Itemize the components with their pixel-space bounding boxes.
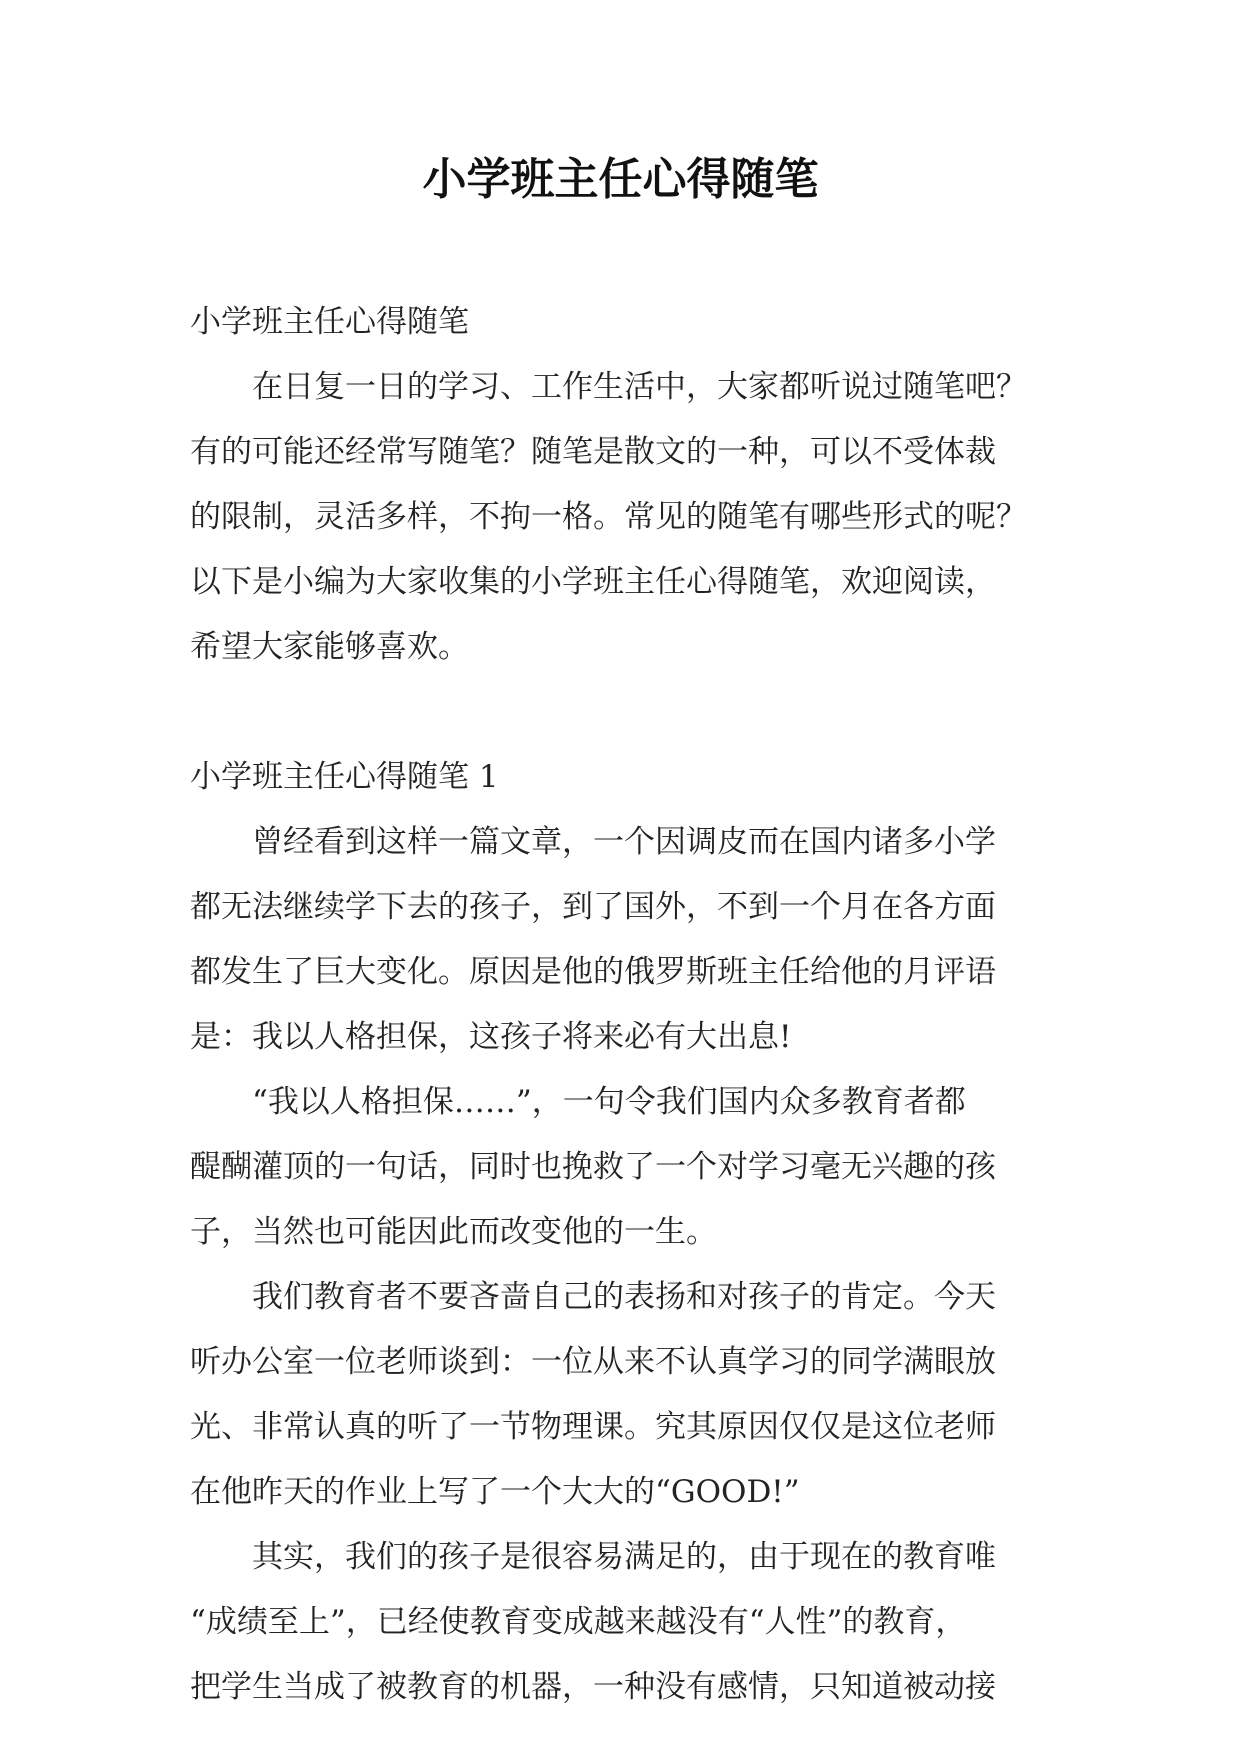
text-line: 有的可能还经常写随笔？随笔是散文的一种，可以不受体裁: [190, 434, 996, 470]
text-line: 子，当然也可能因此而改变他的一生。: [190, 1214, 717, 1250]
text-line: 把学生当成了被教育的机器，一种没有感情，只知道被动接: [190, 1669, 996, 1705]
document-title: 小学班主任心得随笔: [422, 154, 819, 205]
text-line: “我以人格担保……”，一句令我们国内众多教育者都: [252, 1084, 966, 1120]
text-line: 小学班主任心得随笔 1: [190, 759, 499, 795]
document-body: [190, 290, 1070, 1720]
text-line: 希望大家能够喜欢。: [190, 629, 469, 665]
text-line: 都发生了巨大变化。原因是他的俄罗斯班主任给他的月评语: [190, 954, 996, 990]
text-line: 是：我以人格担保，这孩子将来必有大出息!: [190, 1019, 792, 1055]
text-line: 小学班主任心得随笔: [190, 304, 469, 340]
text-line: 醍醐灌顶的一句话，同时也挽救了一个对学习毫无兴趣的孩: [190, 1149, 996, 1185]
text-line: 我们教育者不要吝啬自己的表扬和对孩子的肯定。今天: [252, 1279, 996, 1315]
paragraph-gap: [190, 680, 1070, 745]
text-line: 听办公室一位老师谈到：一位从来不认真学习的同学满眼放: [190, 1344, 996, 1380]
text-line: 在日复一日的学习、工作生活中，大家都听说过随笔吧？: [252, 369, 1027, 405]
text-line: 都无法继续学下去的孩子，到了国外，不到一个月在各方面: [190, 889, 996, 925]
text-line: 光、非常认真的听了一节物理课。究其原因仅仅是这位老师: [190, 1409, 996, 1445]
text-line: 其实，我们的孩子是很容易满足的，由于现在的教育唯: [252, 1539, 996, 1575]
text-line: 的限制，灵活多样，不拘一格。常见的随笔有哪些形式的呢？: [190, 499, 1027, 535]
text-line: 在他昨天的作业上写了一个大大的“GOOD!”: [190, 1474, 800, 1510]
text-line: 以下是小编为大家收集的小学班主任心得随笔，欢迎阅读，: [190, 564, 996, 600]
text-line: “成绩至上”，已经使教育变成越来越没有“人性”的教育，: [190, 1604, 967, 1640]
text-line: 曾经看到这样一篇文章，一个因调皮而在国内诸多小学: [252, 824, 996, 860]
